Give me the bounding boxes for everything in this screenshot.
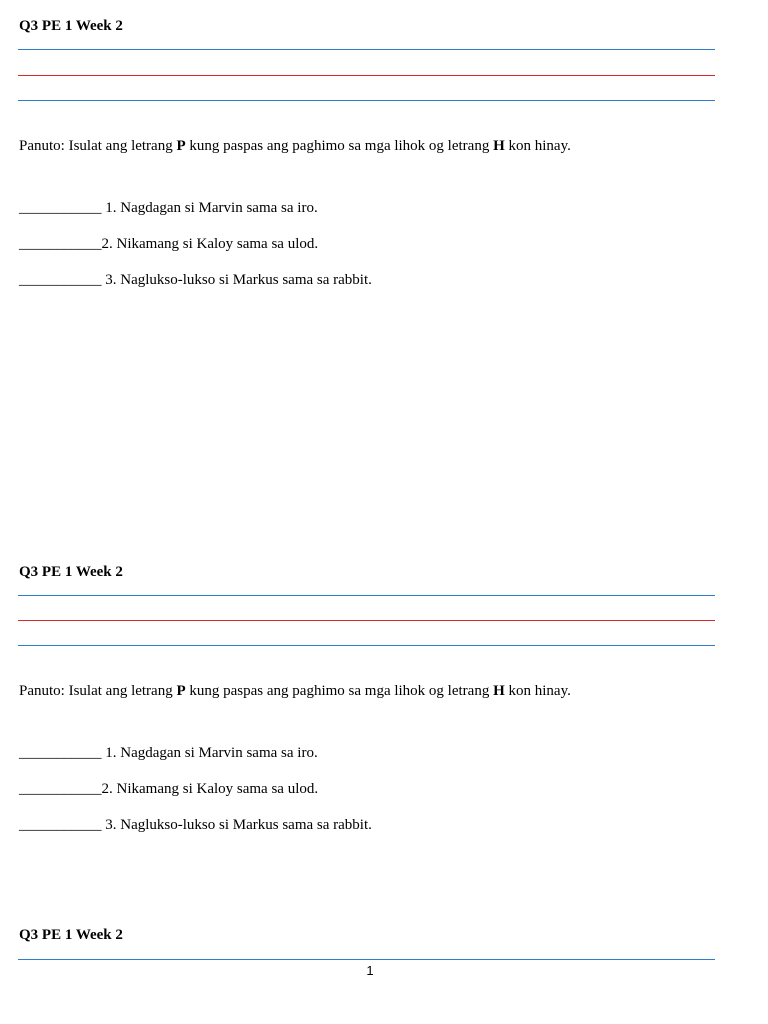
instruction-letter-p: P	[176, 138, 186, 154]
instruction-text	[19, 137, 571, 155]
instruction-part: Panuto: Isulat ang letrang	[19, 138, 177, 154]
instruction-part: kung paspas ang paghimo sa mga lihok og letrang	[185, 683, 494, 699]
instruction-part: Panuto: Isulat ang letrang	[19, 683, 177, 699]
writing-line-blue-top	[18, 49, 715, 50]
question-item-2: ___________2. Nikamang si Kaloy sama sa ulod.	[19, 236, 319, 252]
question-item-1: ___________ 1. Nagdagan si Marvin sama sa iro.	[19, 200, 318, 216]
section-heading: Q3 PE 1 Week 2	[19, 927, 123, 943]
question-item-3: ___________ 3. Naglukso-lukso si Markus sama sa rabbit.	[19, 272, 372, 288]
writing-line-red-middle	[18, 620, 715, 621]
instruction-text	[19, 682, 571, 700]
question-item-3: ___________ 3. Naglukso-lukso si Markus sama sa rabbit.	[19, 817, 372, 833]
writing-line-blue-bottom	[18, 645, 715, 646]
writing-line-blue-bottom	[18, 100, 715, 101]
instruction-part: kon hinay.	[504, 138, 571, 154]
instruction-letter-h: H	[493, 138, 505, 154]
question-item-1: ___________ 1. Nagdagan si Marvin sama sa iro.	[19, 745, 318, 761]
instruction-part: kung paspas ang paghimo sa mga lihok og letrang	[185, 138, 494, 154]
instruction-letter-p: P	[176, 683, 186, 699]
question-item-2: ___________2. Nikamang si Kaloy sama sa ulod.	[19, 781, 319, 797]
writing-line-blue-top	[18, 959, 715, 960]
section-heading: Q3 PE 1 Week 2	[19, 564, 123, 580]
writing-line-blue-top	[18, 595, 715, 596]
instruction-letter-h: H	[493, 683, 505, 699]
section-heading: Q3 PE 1 Week 2	[19, 18, 123, 34]
page-number: 1	[366, 963, 374, 978]
writing-line-red-middle	[18, 75, 715, 76]
instruction-part: kon hinay.	[504, 683, 571, 699]
